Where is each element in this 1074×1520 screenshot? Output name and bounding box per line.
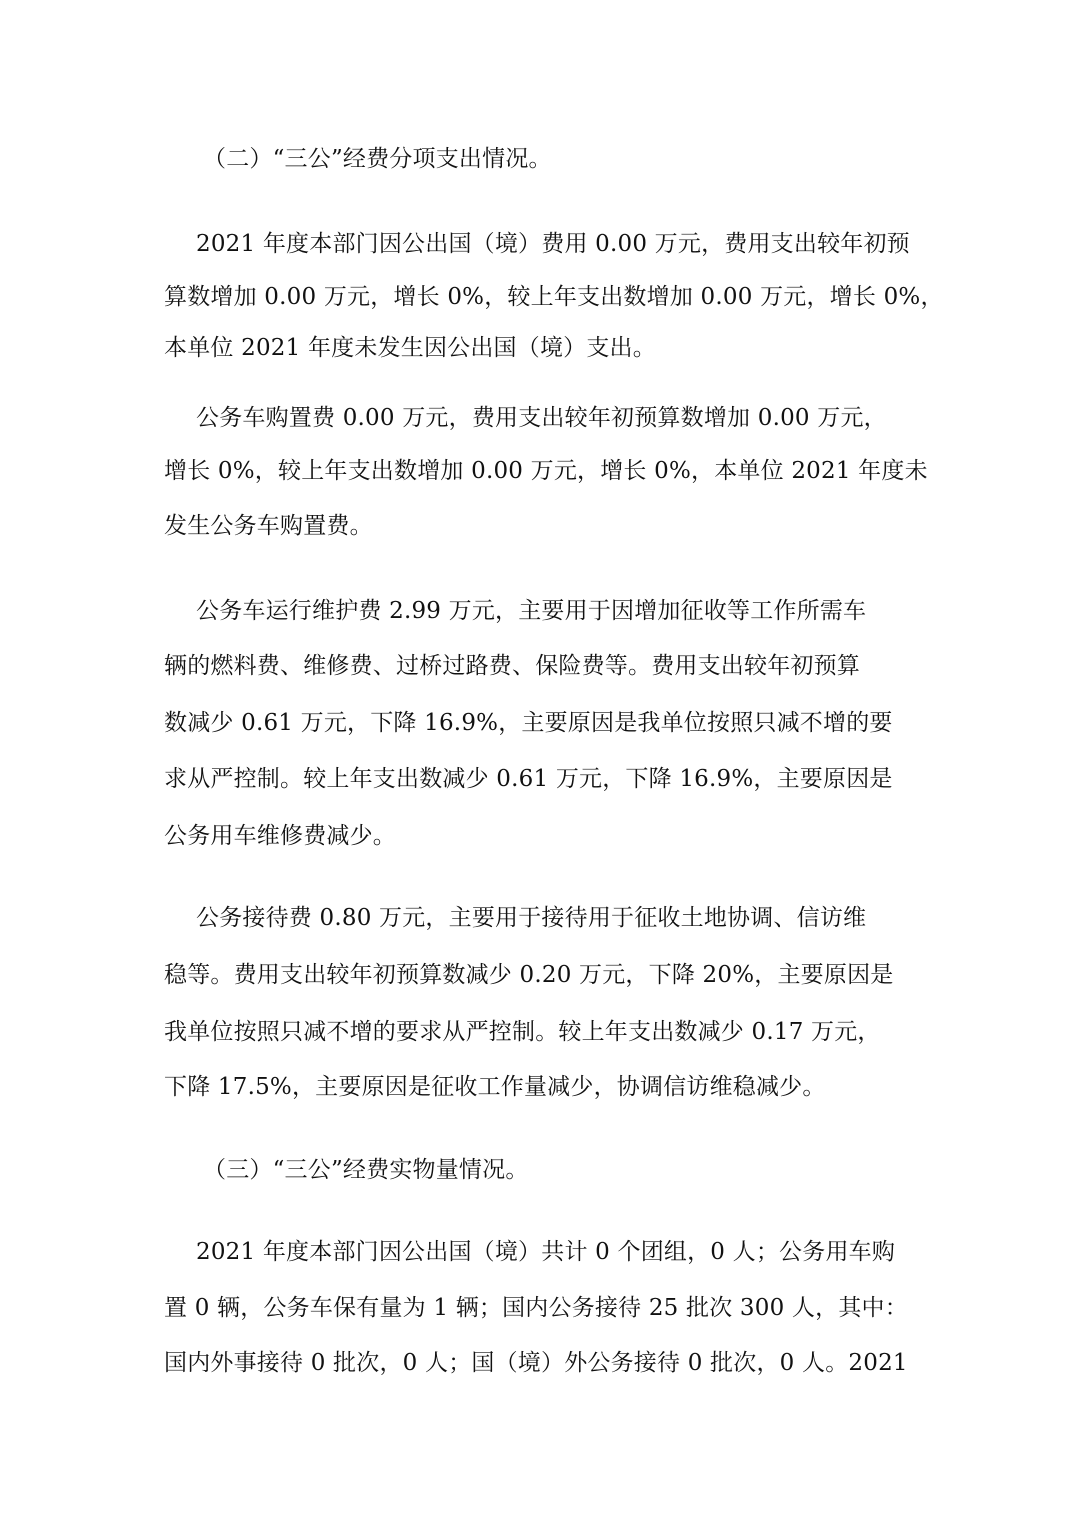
paragraph-line: 算数增加 0.00 万元，增长 0%，较上年支出数增加 0.00 万元，增长 0%，	[164, 284, 944, 310]
paragraph-line: 稳等。费用支出较年初预算数减少 0.20 万元，下降 20%，主要原因是	[164, 962, 894, 988]
paragraph-line: 辆的燃料费、维修费、过桥过路费、保险费等。费用支出较年初预算	[164, 653, 860, 679]
paragraph-line: 2021 年度本部门因公出国（境）共计 0 个团组，0 人；公务用车购	[196, 1239, 896, 1265]
paragraph-line: 我单位按照只减不增的要求从严控制。较上年支出数减少 0.17 万元，	[164, 1019, 881, 1045]
paragraph-line: 公务车购置费 0.00 万元，费用支出较年初预算数增加 0.00 万元，	[196, 405, 887, 431]
section-heading-2: （二）“三公”经费分项支出情况。	[203, 146, 552, 172]
paragraph-line: 置 0 辆，公务车保有量为 1 辆；国内公务接待 25 批次 300 人，其中：	[164, 1295, 908, 1321]
section-heading-3: （三）“三公”经费实物量情况。	[203, 1157, 529, 1183]
paragraph-line: 2021 年度本部门因公出国（境）费用 0.00 万元，费用支出较年初预	[196, 231, 910, 257]
paragraph-line: 公务接待费 0.80 万元，主要用于接待用于征收土地协调、信访维	[196, 905, 867, 931]
paragraph-line: 国内外事接待 0 批次，0 人；国（境）外公务接待 0 批次，0 人。2021	[164, 1350, 908, 1376]
paragraph-line: 求从严控制。较上年支出数减少 0.61 万元，下降 16.9%，主要原因是	[164, 766, 893, 792]
paragraph-line: 发生公务车购置费。	[164, 513, 373, 539]
paragraph-line: 数减少 0.61 万元，下降 16.9%，主要原因是我单位按照只减不增的要	[164, 710, 893, 736]
paragraph-line: 增长 0%，较上年支出数增加 0.00 万元，增长 0%，本单位 2021 年度未	[164, 458, 928, 484]
paragraph-line: 公务车运行维护费 2.99 万元，主要用于因增加征收等工作所需车	[196, 598, 867, 624]
paragraph-line: 公务用车维修费减少。	[164, 823, 396, 849]
paragraph-line: 本单位 2021 年度未发生因公出国（境）支出。	[164, 335, 656, 361]
paragraph-line: 下降 17.5%，主要原因是征收工作量减少，协调信访维稳减少。	[164, 1074, 826, 1100]
